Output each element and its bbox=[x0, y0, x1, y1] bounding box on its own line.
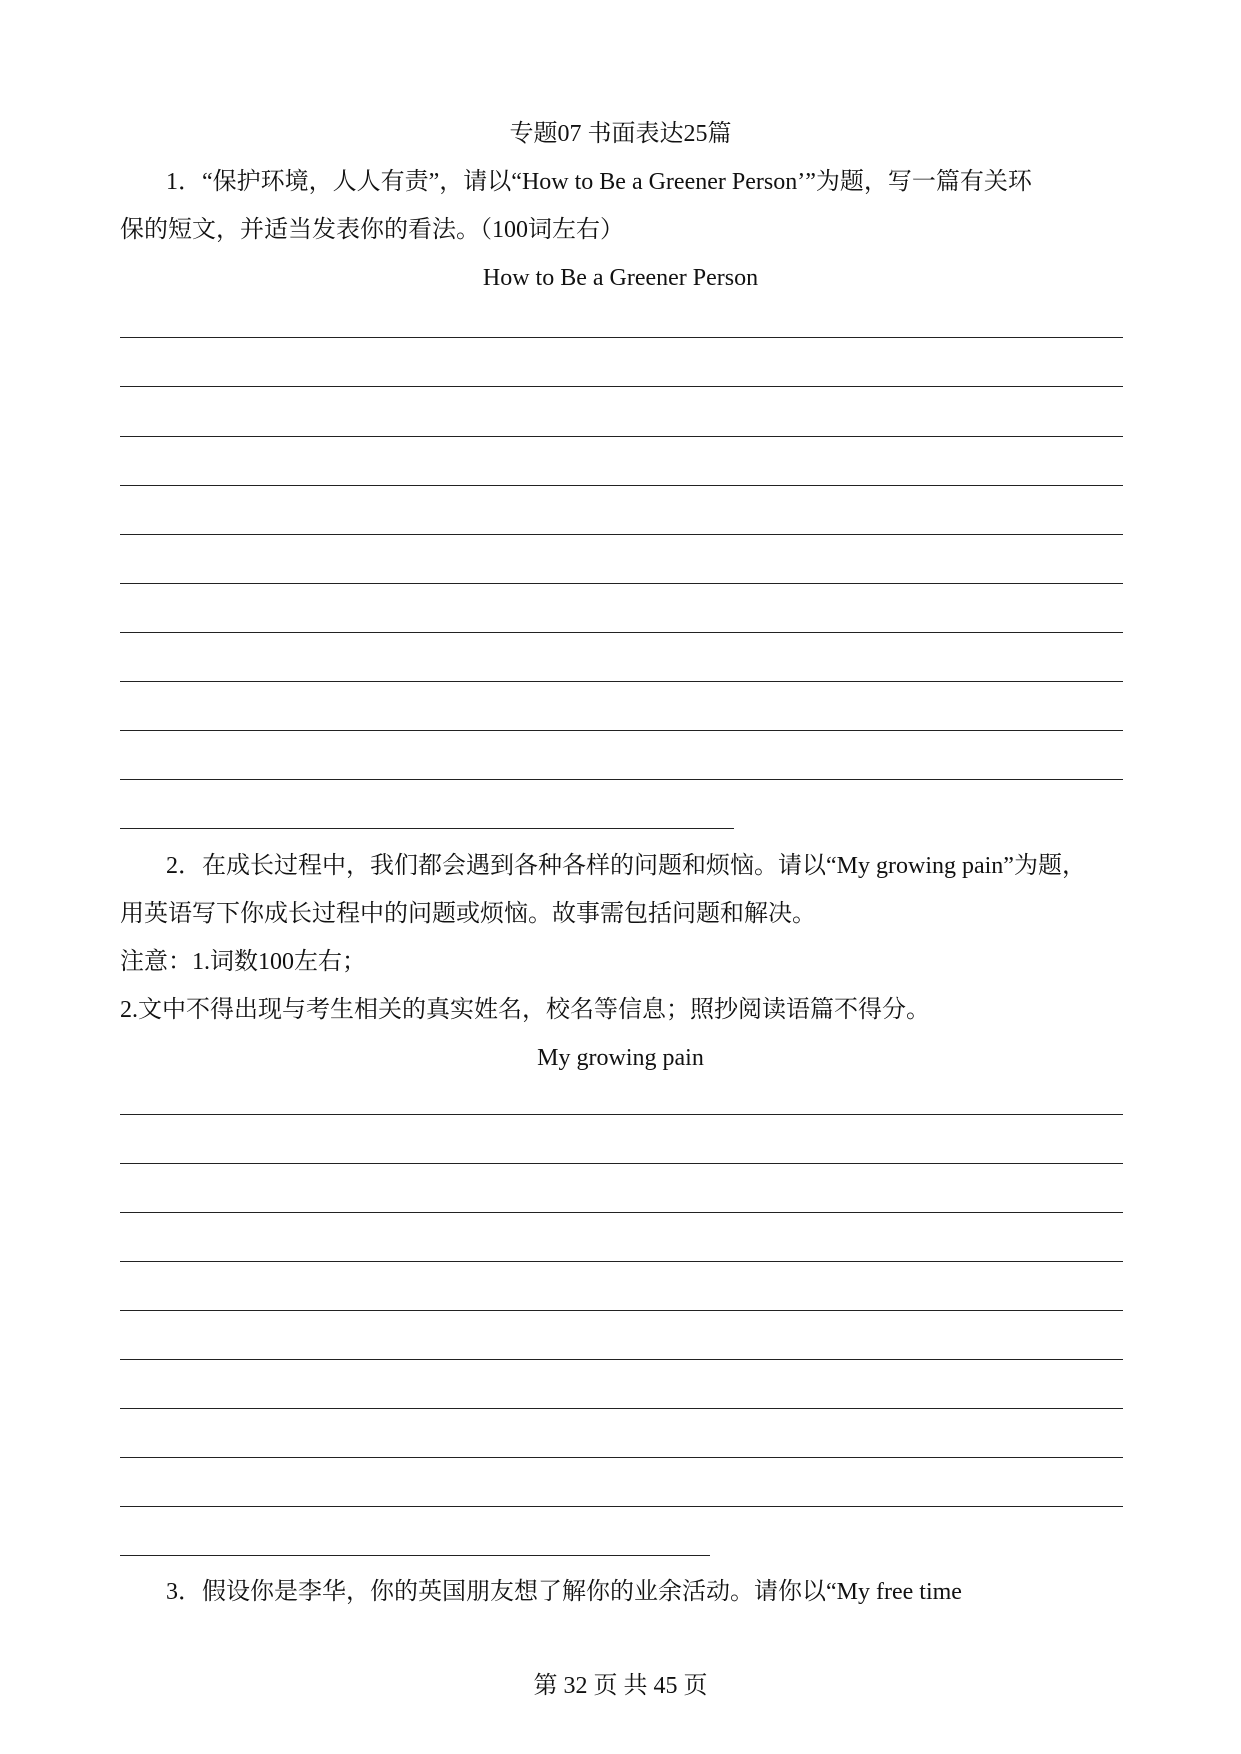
q1-answer-line[interactable] bbox=[120, 386, 1123, 387]
q1-answer-line[interactable] bbox=[120, 337, 1123, 338]
q2-answer-line[interactable] bbox=[120, 1359, 1123, 1360]
q2-answer-line[interactable] bbox=[120, 1163, 1123, 1164]
q2-prompt-line-1: 2．在成长过程中，我们都会遇到各种各样的问题和烦恼。请以“My growing pain”为题， bbox=[166, 853, 1086, 879]
q1-essay-title: How to Be a Greener Person bbox=[482, 265, 759, 291]
q1-answer-line[interactable] bbox=[120, 779, 1123, 780]
q1-answer-line[interactable] bbox=[120, 436, 1123, 437]
q2-answer-line[interactable] bbox=[120, 1457, 1123, 1458]
q1-prompt-line-1: 1．“保护环境，人人有责”，请以“How to Be a Greener Person’”为题，写一篇有关环 bbox=[166, 169, 1032, 195]
page-footer: 第 32 页 共 45 页 bbox=[533, 1673, 708, 1699]
q1-answer-line[interactable] bbox=[120, 730, 1123, 731]
q2-note-1: 注意：1.词数100左右； bbox=[120, 949, 366, 975]
q1-answer-line[interactable] bbox=[120, 583, 1123, 584]
q3-prompt-line-1: 3．假设你是李华，你的英国朋友想了解你的业余活动。请你以“My free time bbox=[166, 1579, 962, 1605]
q2-answer-line[interactable] bbox=[120, 1114, 1123, 1115]
q2-answer-line[interactable] bbox=[120, 1212, 1123, 1213]
q2-answer-line[interactable] bbox=[120, 1408, 1123, 1409]
q2-answer-line-short[interactable] bbox=[120, 1555, 710, 1556]
q2-answer-line[interactable] bbox=[120, 1506, 1123, 1507]
q2-note-2: 2.文中不得出现与考生相关的真实姓名，校名等信息；照抄阅读语篇不得分。 bbox=[120, 997, 930, 1023]
q2-answer-line[interactable] bbox=[120, 1261, 1123, 1262]
q1-answer-line[interactable] bbox=[120, 681, 1123, 682]
q2-essay-title: My growing pain bbox=[537, 1045, 704, 1071]
q1-answer-line[interactable] bbox=[120, 632, 1123, 633]
q2-answer-line[interactable] bbox=[120, 1310, 1123, 1311]
q1-answer-line-short[interactable] bbox=[120, 828, 734, 829]
q2-prompt-line-2: 用英语写下你成长过程中的问题或烦恼。故事需包括问题和解决。 bbox=[120, 901, 816, 927]
q1-answer-line[interactable] bbox=[120, 534, 1123, 535]
q1-prompt-line-2: 保的短文，并适当发表你的看法。（100词左右） bbox=[120, 217, 624, 243]
q1-answer-line[interactable] bbox=[120, 485, 1123, 486]
page-title: 专题07 书面表达25篇 bbox=[509, 121, 732, 147]
